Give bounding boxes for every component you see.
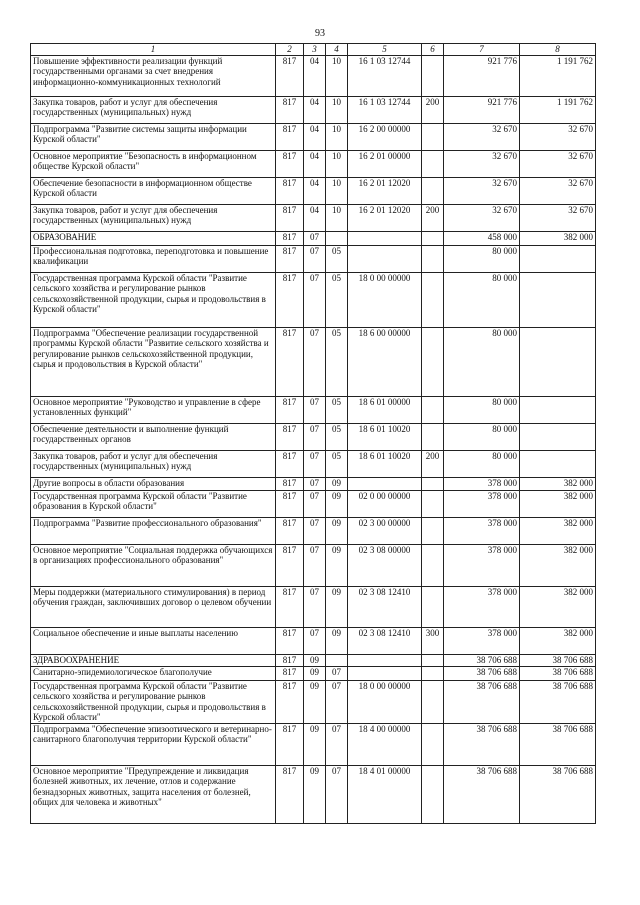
amount-year-1: 80 000 xyxy=(444,272,520,327)
expense-type-code xyxy=(422,680,444,723)
section-code: 07 xyxy=(304,231,326,245)
subsection-code xyxy=(326,654,348,666)
amount-year-1: 32 670 xyxy=(444,123,520,150)
ministry-code: 817 xyxy=(276,586,304,627)
table-row xyxy=(31,231,596,245)
section-code: 07 xyxy=(304,517,326,544)
row-name: Подпрограмма "Развитие системы защиты информации Курской области" xyxy=(31,123,276,150)
expense-type-code: 200 xyxy=(422,450,444,477)
amount-year-2: 38 706 688 xyxy=(520,765,596,823)
table-row xyxy=(31,423,596,450)
row-name: Профессиональная подготовка, переподготовка и повышение квалификации xyxy=(31,245,276,272)
ministry-code: 817 xyxy=(276,327,304,396)
amount-year-1: 38 706 688 xyxy=(444,680,520,723)
subsection-code: 09 xyxy=(326,477,348,490)
amount-year-1: 80 000 xyxy=(444,423,520,450)
target-article-code: 16 2 01 00000 xyxy=(348,150,422,177)
subsection-code: 09 xyxy=(326,544,348,586)
amount-year-1: 32 670 xyxy=(444,177,520,204)
amount-year-2 xyxy=(520,450,596,477)
target-article-code: 18 6 01 10020 xyxy=(348,450,422,477)
ministry-code: 817 xyxy=(276,423,304,450)
subsection-code: 05 xyxy=(326,327,348,396)
subsection-code: 05 xyxy=(326,245,348,272)
row-name: ЗДРАВООХРАНЕНИЕ xyxy=(31,654,276,666)
amount-year-2 xyxy=(520,245,596,272)
ministry-code: 817 xyxy=(276,680,304,723)
row-name: Социальное обеспечение и иные выплаты населению xyxy=(31,627,276,654)
table-row xyxy=(31,177,596,204)
table-row xyxy=(31,517,596,544)
subsection-code: 07 xyxy=(326,680,348,723)
ministry-code: 817 xyxy=(276,765,304,823)
table-row xyxy=(31,666,596,680)
ministry-code: 817 xyxy=(276,627,304,654)
amount-year-2: 382 000 xyxy=(520,586,596,627)
section-code: 07 xyxy=(304,544,326,586)
subsection-code: 07 xyxy=(326,765,348,823)
amount-year-1: 458 000 xyxy=(444,231,520,245)
expense-type-code xyxy=(422,765,444,823)
subsection-code: 05 xyxy=(326,423,348,450)
table-row xyxy=(31,245,596,272)
expense-type-code xyxy=(422,490,444,517)
amount-year-1: 378 000 xyxy=(444,517,520,544)
table-row xyxy=(31,96,596,123)
target-article-code xyxy=(348,477,422,490)
section-code: 07 xyxy=(304,272,326,327)
section-code: 07 xyxy=(304,423,326,450)
subsection-code: 07 xyxy=(326,666,348,680)
target-article-code xyxy=(348,245,422,272)
ministry-code: 817 xyxy=(276,55,304,96)
header-cell: 5 xyxy=(348,44,422,56)
amount-year-2 xyxy=(520,327,596,396)
row-name: Подпрограмма "Обеспечение реализации государственной программы Курской области "Развитие сельского хозяйства и регулирование рынков сельскохозяйственной продукции, сырья и продовольствия в Курской области" xyxy=(31,327,276,396)
target-article-code: 16 2 00 00000 xyxy=(348,123,422,150)
row-name: Основное мероприятие "Предупреждение и ликвидация болезней животных, их лечение, отлов и содержание безнадзорных животных, защита населения от болезней, общих для человека и животных" xyxy=(31,765,276,823)
amount-year-2: 382 000 xyxy=(520,490,596,517)
header-cell: 2 xyxy=(276,44,304,56)
target-article-code: 02 3 00 00000 xyxy=(348,517,422,544)
amount-year-1: 378 000 xyxy=(444,627,520,654)
section-code: 09 xyxy=(304,723,326,765)
ministry-code: 817 xyxy=(276,272,304,327)
subsection-code: 09 xyxy=(326,627,348,654)
expense-type-code xyxy=(422,123,444,150)
row-name: Меры поддержки (материального стимулирования) в период обучения граждан, заключивших договор о целевом обучении xyxy=(31,586,276,627)
section-code: 04 xyxy=(304,150,326,177)
table-row xyxy=(31,586,596,627)
expense-type-code: 200 xyxy=(422,204,444,231)
subsection-code: 05 xyxy=(326,450,348,477)
table-row xyxy=(31,477,596,490)
section-code: 07 xyxy=(304,396,326,423)
header-cell: 3 xyxy=(304,44,326,56)
row-name: Обеспечение деятельности и выполнение функций государственных органов xyxy=(31,423,276,450)
expense-type-code xyxy=(422,272,444,327)
row-name: Государственная программа Курской области "Развитие сельского хозяйства и регулирование рынков сельскохозяйственной продукции, сырья и продовольствия в Курской области" xyxy=(31,680,276,723)
expense-type-code: 200 xyxy=(422,96,444,123)
section-code: 09 xyxy=(304,680,326,723)
subsection-code: 10 xyxy=(326,123,348,150)
table-row xyxy=(31,680,596,723)
amount-year-1: 378 000 xyxy=(444,544,520,586)
amount-year-2: 1 191 762 xyxy=(520,55,596,96)
amount-year-1: 921 776 xyxy=(444,55,520,96)
expense-type-code xyxy=(422,477,444,490)
row-name: Подпрограмма "Развитие профессионального образования" xyxy=(31,517,276,544)
amount-year-1: 32 670 xyxy=(444,204,520,231)
amount-year-1: 80 000 xyxy=(444,450,520,477)
amount-year-1: 38 706 688 xyxy=(444,723,520,765)
amount-year-1: 80 000 xyxy=(444,245,520,272)
header-row xyxy=(31,44,596,56)
header-cell: 7 xyxy=(444,44,520,56)
section-code: 09 xyxy=(304,765,326,823)
ministry-code: 817 xyxy=(276,490,304,517)
amount-year-2: 1 191 762 xyxy=(520,96,596,123)
expense-type-code xyxy=(422,517,444,544)
subsection-code xyxy=(326,231,348,245)
ministry-code: 817 xyxy=(276,150,304,177)
amount-year-2: 382 000 xyxy=(520,544,596,586)
page-number: 93 xyxy=(315,28,325,39)
target-article-code xyxy=(348,654,422,666)
section-code: 07 xyxy=(304,450,326,477)
section-code: 09 xyxy=(304,654,326,666)
table-row xyxy=(31,450,596,477)
section-code: 07 xyxy=(304,245,326,272)
amount-year-2 xyxy=(520,423,596,450)
header-cell: 4 xyxy=(326,44,348,56)
section-code: 07 xyxy=(304,327,326,396)
row-name: Санитарно-эпидемиологическое благополучие xyxy=(31,666,276,680)
ministry-code: 817 xyxy=(276,204,304,231)
subsection-code: 10 xyxy=(326,150,348,177)
ministry-code: 817 xyxy=(276,666,304,680)
subsection-code: 10 xyxy=(326,204,348,231)
table-row xyxy=(31,123,596,150)
amount-year-1: 378 000 xyxy=(444,490,520,517)
expense-type-code xyxy=(422,177,444,204)
amount-year-1: 32 670 xyxy=(444,150,520,177)
row-name: Закупка товаров, работ и услуг для обеспечения государственных (муниципальных) нужд xyxy=(31,96,276,123)
section-code: 04 xyxy=(304,204,326,231)
amount-year-2: 32 670 xyxy=(520,177,596,204)
expense-type-code xyxy=(422,150,444,177)
header-cell: 8 xyxy=(520,44,596,56)
amount-year-2 xyxy=(520,396,596,423)
amount-year-2 xyxy=(520,272,596,327)
amount-year-1: 921 776 xyxy=(444,96,520,123)
amount-year-2: 38 706 688 xyxy=(520,654,596,666)
ministry-code: 817 xyxy=(276,177,304,204)
amount-year-2: 38 706 688 xyxy=(520,723,596,765)
target-article-code: 18 0 00 00000 xyxy=(348,680,422,723)
section-code: 04 xyxy=(304,123,326,150)
table-row xyxy=(31,204,596,231)
table-row xyxy=(31,544,596,586)
ministry-code: 817 xyxy=(276,123,304,150)
section-code: 07 xyxy=(304,490,326,517)
header-cell: 1 xyxy=(31,44,276,56)
ministry-code: 817 xyxy=(276,544,304,586)
table-row xyxy=(31,765,596,823)
row-name: Основное мероприятие "Безопасность в информационном обществе Курской области" xyxy=(31,150,276,177)
ministry-code: 817 xyxy=(276,96,304,123)
amount-year-1: 38 706 688 xyxy=(444,666,520,680)
target-article-code: 16 1 03 12744 xyxy=(348,96,422,123)
amount-year-2: 32 670 xyxy=(520,204,596,231)
subsection-code: 09 xyxy=(326,586,348,627)
target-article-code: 16 2 01 12020 xyxy=(348,204,422,231)
ministry-code: 817 xyxy=(276,654,304,666)
target-article-code: 02 3 08 12410 xyxy=(348,586,422,627)
ministry-code: 817 xyxy=(276,517,304,544)
expense-type-code xyxy=(422,423,444,450)
amount-year-1: 38 706 688 xyxy=(444,654,520,666)
table-row xyxy=(31,55,596,96)
expense-type-code xyxy=(422,544,444,586)
amount-year-2: 382 000 xyxy=(520,517,596,544)
row-name: Основное мероприятие "Руководство и управление в сфере установленных функций" xyxy=(31,396,276,423)
amount-year-2: 38 706 688 xyxy=(520,680,596,723)
table-row xyxy=(31,396,596,423)
target-article-code: 18 6 01 00000 xyxy=(348,396,422,423)
target-article-code: 16 2 01 12020 xyxy=(348,177,422,204)
amount-year-1: 378 000 xyxy=(444,586,520,627)
expense-type-code xyxy=(422,55,444,96)
subsection-code: 05 xyxy=(326,396,348,423)
target-article-code: 02 3 08 00000 xyxy=(348,544,422,586)
section-code: 07 xyxy=(304,627,326,654)
ministry-code: 817 xyxy=(276,231,304,245)
expense-type-code: 300 xyxy=(422,627,444,654)
header-cell: 6 xyxy=(422,44,444,56)
table-row xyxy=(31,490,596,517)
target-article-code: 18 4 01 00000 xyxy=(348,765,422,823)
target-article-code: 02 0 00 00000 xyxy=(348,490,422,517)
section-code: 09 xyxy=(304,666,326,680)
row-name: Государственная программа Курской области "Развитие образования в Курской области" xyxy=(31,490,276,517)
row-name: Повышение эффективности реализации функций государственными органами за счет внедрения информационно-коммуникационных технологий xyxy=(31,55,276,96)
target-article-code: 18 6 00 00000 xyxy=(348,327,422,396)
expense-type-code xyxy=(422,396,444,423)
amount-year-2: 382 000 xyxy=(520,231,596,245)
expense-type-code xyxy=(422,723,444,765)
target-article-code: 18 6 01 10020 xyxy=(348,423,422,450)
ministry-code: 817 xyxy=(276,477,304,490)
expense-type-code xyxy=(422,586,444,627)
target-article-code xyxy=(348,666,422,680)
row-name: Закупка товаров, работ и услуг для обеспечения государственных (муниципальных) нужд xyxy=(31,204,276,231)
amount-year-2: 382 000 xyxy=(520,627,596,654)
subsection-code: 09 xyxy=(326,517,348,544)
expense-type-code xyxy=(422,327,444,396)
target-article-code xyxy=(348,231,422,245)
ministry-code: 817 xyxy=(276,723,304,765)
ministry-code: 817 xyxy=(276,450,304,477)
subsection-code: 09 xyxy=(326,490,348,517)
section-code: 04 xyxy=(304,177,326,204)
subsection-code: 10 xyxy=(326,96,348,123)
subsection-code: 07 xyxy=(326,723,348,765)
target-article-code: 02 3 08 12410 xyxy=(348,627,422,654)
target-article-code: 18 4 00 00000 xyxy=(348,723,422,765)
amount-year-2: 38 706 688 xyxy=(520,666,596,680)
row-name: Государственная программа Курской области "Развитие сельского хозяйства и регулирование рынков сельскохозяйственной продукции, сырья и продовольствия в Курской области" xyxy=(31,272,276,327)
expense-type-code xyxy=(422,654,444,666)
target-article-code: 16 1 03 12744 xyxy=(348,55,422,96)
row-name: Обеспечение безопасности в информационном обществе Курской области xyxy=(31,177,276,204)
amount-year-1: 378 000 xyxy=(444,477,520,490)
amount-year-2: 32 670 xyxy=(520,123,596,150)
table-row xyxy=(31,654,596,666)
budget-table xyxy=(30,43,596,824)
table-row xyxy=(31,150,596,177)
amount-year-1: 38 706 688 xyxy=(444,765,520,823)
section-code: 07 xyxy=(304,586,326,627)
section-code: 04 xyxy=(304,96,326,123)
amount-year-1: 80 000 xyxy=(444,396,520,423)
section-code: 04 xyxy=(304,55,326,96)
expense-type-code xyxy=(422,666,444,680)
table-row xyxy=(31,327,596,396)
subsection-code: 10 xyxy=(326,55,348,96)
ministry-code: 817 xyxy=(276,245,304,272)
row-name: Подпрограмма "Обеспечение эпизоотического и ветеринарно-санитарного благополучия территории Курской области" xyxy=(31,723,276,765)
subsection-code: 05 xyxy=(326,272,348,327)
target-article-code: 18 0 00 00000 xyxy=(348,272,422,327)
table-row xyxy=(31,723,596,765)
amount-year-2: 382 000 xyxy=(520,477,596,490)
table-row xyxy=(31,272,596,327)
section-code: 07 xyxy=(304,477,326,490)
amount-year-2: 32 670 xyxy=(520,150,596,177)
row-name: Другие вопросы в области образования xyxy=(31,477,276,490)
table-row xyxy=(31,627,596,654)
row-name: Основное мероприятие "Социальная поддержка обучающихся в организациях профессионального образования" xyxy=(31,544,276,586)
ministry-code: 817 xyxy=(276,396,304,423)
expense-type-code xyxy=(422,245,444,272)
expense-type-code xyxy=(422,231,444,245)
row-name: ОБРАЗОВАНИЕ xyxy=(31,231,276,245)
amount-year-1: 80 000 xyxy=(444,327,520,396)
row-name: Закупка товаров, работ и услуг для обеспечения государственных (муниципальных) нужд xyxy=(31,450,276,477)
subsection-code: 10 xyxy=(326,177,348,204)
